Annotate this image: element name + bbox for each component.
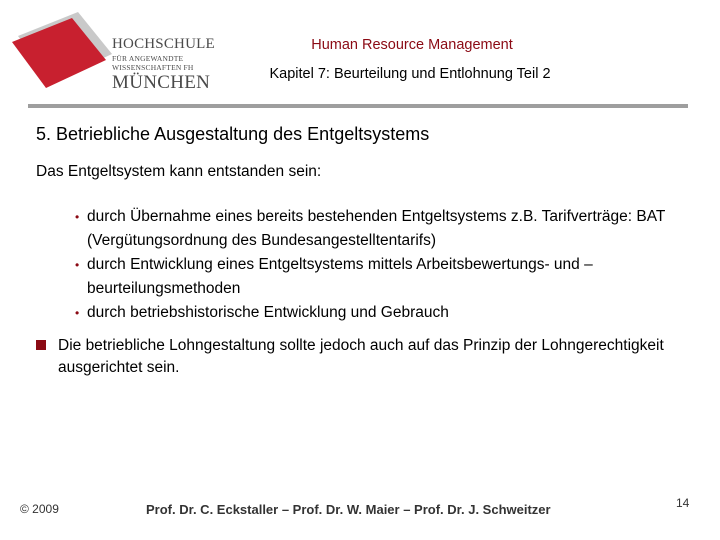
slide-title: 5. Betriebliche Ausgestaltung des Entgeltsystems [36, 124, 430, 144]
sub-bullet-item [75, 205, 675, 253]
sub-bullet-list [75, 205, 675, 325]
page-number: 14 [676, 496, 690, 510]
main-bullet-text: Die betriebliche Lohngestaltung sollte jedoch auch auf das Prinzip der Lohngerechtigkeit ausgerichtet sein. [58, 337, 664, 376]
bullet-dot-icon: • [75, 306, 80, 320]
logo-line-angewandte: FÜR ANGEWANDTE [112, 54, 184, 63]
sub-bullet-text: durch betriebshistorische Entwicklung und Gebrauch [87, 304, 449, 321]
main-bullet-list [36, 335, 676, 379]
header-divider [28, 104, 688, 108]
logo-line-muenchen: MÜNCHEN [112, 72, 211, 93]
chapter-title: Kapitel 7: Beurteilung und Entlohnung Teil 2 [269, 66, 551, 82]
main-bullet-item [36, 335, 676, 379]
copyright: © 2009 [20, 502, 59, 516]
footer-authors: Prof. Dr. C. Eckstaller – Prof. Dr. W. Maier – Prof. Dr. J. Schweitzer [146, 502, 551, 517]
square-bullet-icon [36, 340, 46, 350]
sub-bullet-item [75, 301, 675, 325]
sub-bullet-text: durch Entwicklung eines Entgeltsystems mittels Arbeitsbewertungs- und – beurteilungsmethoden [87, 256, 593, 297]
intro-text: Das Entgeltsystem kann entstanden sein: [36, 163, 322, 180]
bullet-dot-icon: • [75, 210, 80, 224]
bullet-dot-icon: • [75, 258, 80, 272]
logo-line-wissenschaften: WISSENSCHAFTEN FH [112, 63, 194, 72]
sub-bullet-item [75, 253, 675, 301]
course-title: Human Resource Management [311, 37, 513, 53]
logo-line-hochschule: HOCHSCHULE [112, 36, 215, 52]
university-logo [8, 8, 215, 100]
sub-bullet-text: durch Übernahme eines bereits bestehenden Entgeltsystems z.B. Tarifverträge: BAT (Vergütungsordnung des Bundesangestelltentarifs) [87, 208, 666, 249]
